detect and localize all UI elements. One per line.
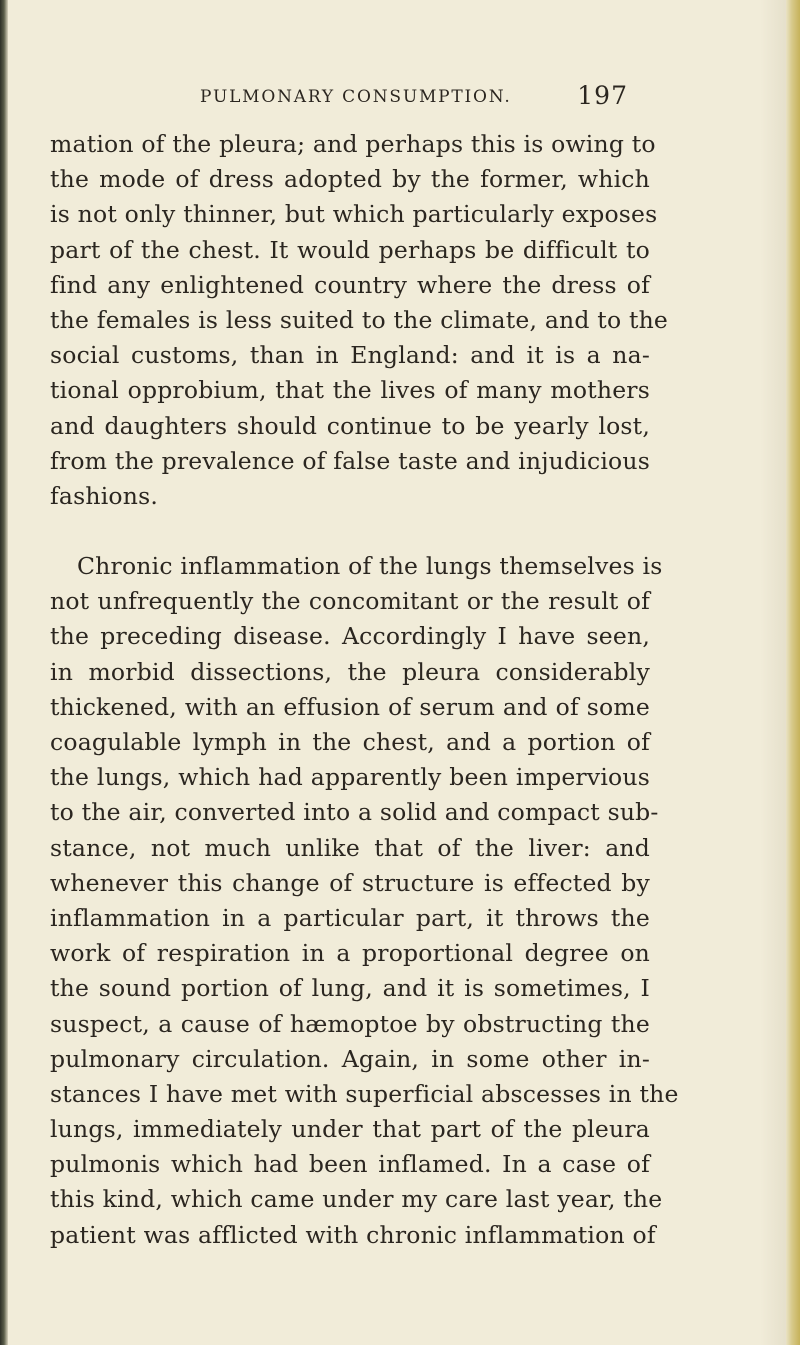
page-shadow — [760, 0, 786, 1345]
paragraph-2 — [50, 549, 679, 1253]
text-line: the preceding disease. Accordingly I have seen, — [50, 622, 650, 651]
text-line: inflammation in a particular part, it throws the — [50, 903, 650, 932]
text-line: lungs, immediately under that part of the pleura — [50, 1115, 650, 1144]
text-line: stances I have met with superficial abscesses in the — [50, 1079, 679, 1108]
text-line: from the prevalence of false taste and injudicious — [50, 446, 650, 475]
text-line: pulmonary circulation. Again, in some other in- — [50, 1044, 650, 1073]
text-line: suspect, a cause of hæmoptoe by obstructing the — [50, 1009, 650, 1038]
text-line: tional opprobium, that the lives of many mothers — [50, 376, 650, 405]
text-line: and daughters should continue to be yearly lost, — [50, 411, 650, 440]
running-head — [60, 81, 628, 117]
text-line: mation of the pleura; and perhaps this is owing to — [50, 130, 656, 158]
paragraph-1 — [50, 127, 669, 514]
text-line: pulmonis which had been inflamed. In a case of — [50, 1150, 650, 1179]
text-line: patient was afflicted with chronic inflammation of — [50, 1220, 656, 1249]
text-line: work of respiration in a proportional degree on — [50, 939, 650, 968]
text-line: coagulable lymph in the chest, and a portion of — [50, 728, 650, 756]
page-gutter-edge — [0, 0, 8, 1345]
text-line: whenever this change of structure is effected by — [50, 868, 650, 897]
text-line: not unfrequently the concomitant or the result of — [50, 587, 650, 616]
text-line: social customs, than in England: and it is a na- — [50, 341, 650, 370]
text-line: the mode of dress adopted by the former, which — [50, 165, 650, 194]
text-line: the females is less suited to the climate, and to the — [50, 305, 669, 334]
text-line: is not only thinner, but which particularly exposes — [50, 200, 658, 229]
running-title: PULMONARY CONSUMPTION. — [200, 87, 512, 107]
text-line: stance, not much unlike that of the liver: and — [50, 833, 650, 862]
text-line: in morbid dissections, the pleura considerably — [50, 657, 650, 686]
text-line: the sound portion of lung, and it is sometimes, I — [50, 974, 650, 1003]
text-line: part of the chest. It would perhaps be difficult to — [50, 235, 650, 264]
page-fore-edge — [786, 0, 800, 1345]
text-line: Chronic inflammation of the lungs themselves is — [77, 552, 663, 581]
text-line: fashions. — [50, 481, 159, 510]
text-line: this kind, which came under my care last year, the — [50, 1185, 663, 1214]
page-number: 197 — [577, 81, 628, 110]
text-line: thickened, with an effusion of serum and of some — [50, 692, 650, 721]
text-line: the lungs, which had apparently been impervious — [50, 763, 650, 792]
text-line: find any enlightened country where the dress of — [50, 270, 650, 299]
body-text — [50, 127, 679, 1253]
paragraph-gap — [50, 514, 650, 549]
text-line: to the air, converted into a solid and compact sub- — [50, 798, 659, 827]
